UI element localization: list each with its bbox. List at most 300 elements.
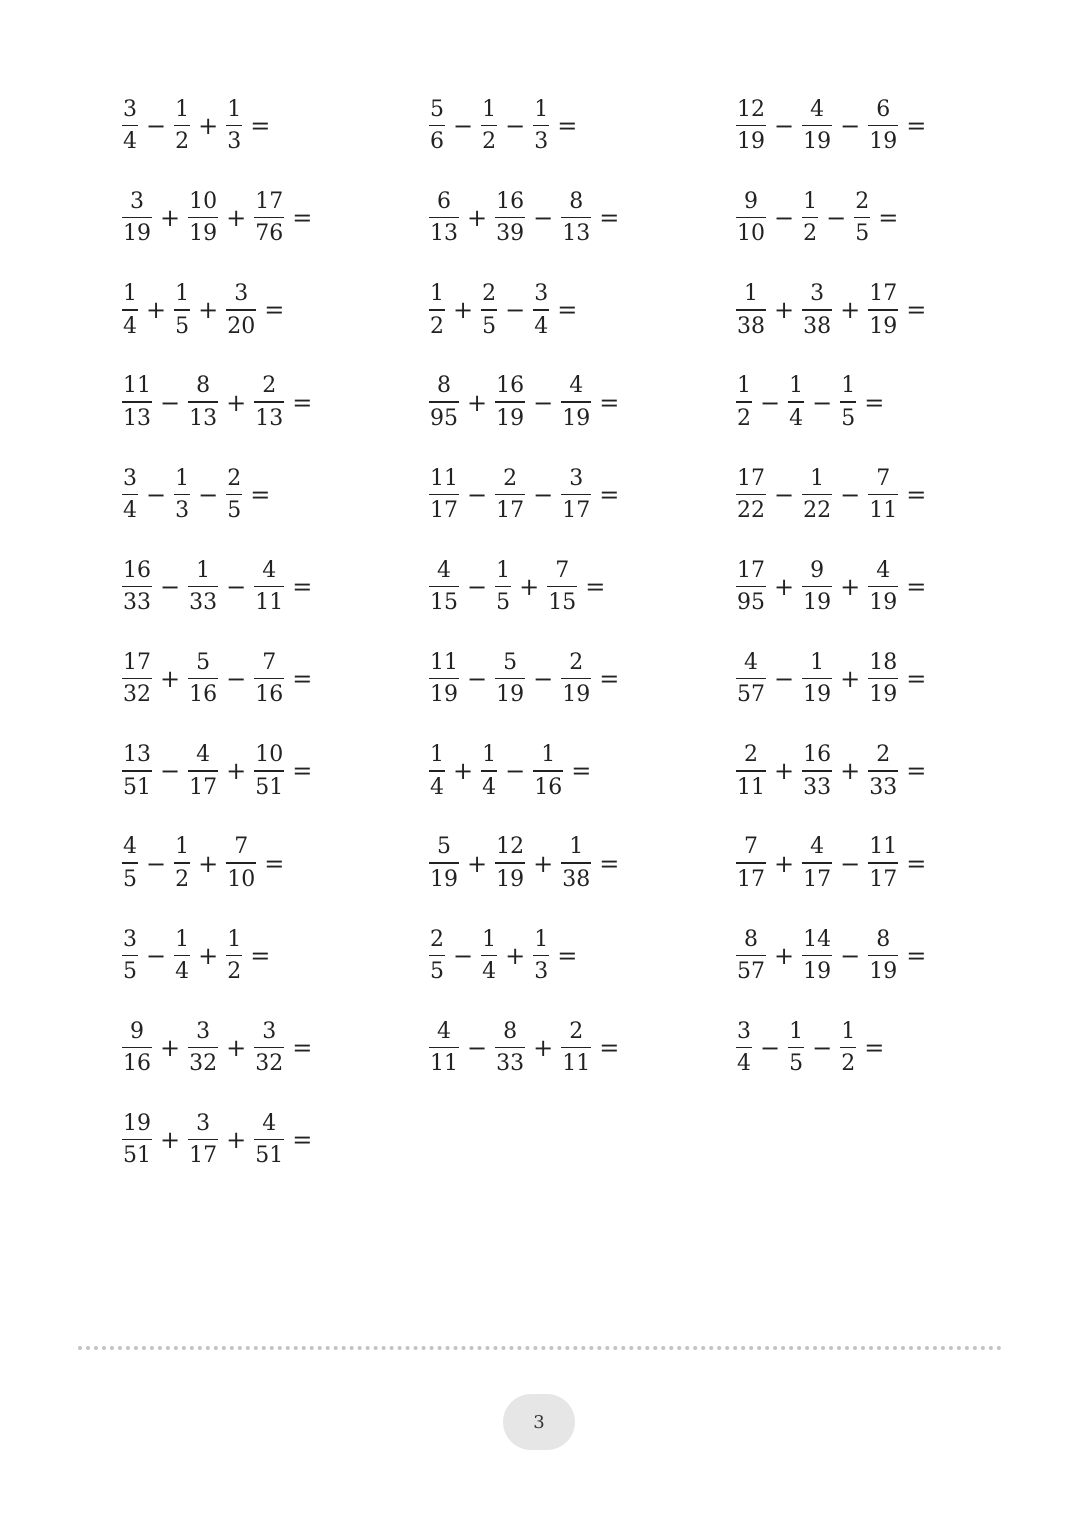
fraction-bar (429, 770, 445, 772)
denominator: 2 (227, 959, 242, 985)
fraction (254, 189, 284, 248)
operator: − (226, 573, 247, 601)
numerator: 1 (534, 926, 549, 952)
operator: + (840, 296, 861, 325)
denominator: 5 (123, 959, 137, 985)
fraction-bar (868, 586, 898, 588)
fraction-bar (226, 862, 256, 864)
denominator: 10 (227, 866, 256, 892)
problem (736, 1018, 884, 1078)
fraction (840, 373, 856, 432)
denominator: 5 (841, 405, 856, 431)
fraction-bar (495, 494, 525, 496)
fraction-bar (561, 494, 591, 496)
fraction-bar (533, 125, 549, 127)
problem (122, 280, 284, 340)
numerator: 2 (227, 465, 242, 491)
problem (736, 649, 926, 709)
fraction (122, 373, 152, 432)
denominator: 33 (803, 774, 832, 800)
fraction-bar (533, 770, 563, 772)
numerator: 1 (569, 834, 584, 860)
fraction-bar (174, 494, 190, 496)
numerator: 1 (541, 742, 556, 768)
fraction (788, 1019, 804, 1078)
denominator: 11 (869, 498, 898, 524)
fraction-bar (868, 494, 898, 496)
fraction-bar (188, 401, 218, 403)
operator: + (774, 849, 795, 878)
fraction (122, 1111, 152, 1170)
equals-sign: = (250, 112, 271, 140)
numerator: 2 (876, 742, 891, 768)
fraction-bar (429, 586, 459, 588)
fraction-bar (868, 309, 898, 311)
fraction-bar (561, 217, 591, 219)
equals-sign: = (557, 296, 578, 325)
operator: + (160, 204, 181, 233)
denominator: 22 (737, 498, 765, 524)
fraction (429, 927, 445, 986)
fraction (254, 1111, 284, 1170)
problem (429, 926, 577, 986)
numerator: 6 (437, 188, 451, 214)
operator: − (505, 112, 526, 140)
fraction-bar (174, 955, 190, 957)
fraction (429, 466, 459, 525)
numerator: 1 (196, 557, 211, 583)
denominator: 57 (737, 682, 765, 708)
numerator: 9 (130, 1018, 144, 1044)
equals-sign: = (557, 941, 578, 970)
fraction-bar (188, 1047, 218, 1049)
denominator: 51 (123, 774, 151, 800)
numerator: 4 (123, 834, 137, 860)
numerator: 7 (555, 557, 570, 583)
operator: − (505, 757, 526, 786)
fraction (495, 834, 525, 893)
numerator: 3 (123, 926, 137, 952)
fraction (122, 281, 138, 340)
fraction-bar (254, 1139, 284, 1141)
denominator: 13 (123, 405, 151, 431)
fraction (533, 742, 563, 801)
fraction (188, 558, 218, 617)
problem (736, 96, 926, 156)
problem (122, 1018, 312, 1078)
numerator: 10 (255, 742, 284, 768)
operator: + (198, 112, 219, 140)
fraction-bar (429, 955, 445, 957)
denominator: 19 (496, 405, 525, 431)
numerator: 4 (437, 1018, 451, 1044)
fraction-bar (122, 862, 138, 864)
fraction (254, 650, 284, 709)
numerator: 3 (737, 1018, 751, 1044)
numerator: 2 (430, 926, 444, 952)
numerator: 19 (123, 1110, 151, 1136)
denominator: 19 (869, 682, 898, 708)
fraction-bar (188, 217, 218, 219)
numerator: 1 (789, 1018, 804, 1044)
denominator: 17 (869, 866, 898, 892)
numerator: 4 (196, 742, 211, 768)
operator: + (840, 757, 861, 786)
numerator: 11 (869, 834, 898, 860)
fraction (226, 97, 242, 156)
fraction (561, 1019, 591, 1078)
fraction-bar (226, 955, 242, 957)
problem (429, 741, 591, 801)
numerator: 1 (496, 557, 511, 583)
numerator: 1 (744, 281, 758, 307)
numerator: 7 (234, 834, 249, 860)
operator: − (160, 757, 181, 786)
numerator: 3 (810, 281, 825, 307)
equals-sign: = (292, 757, 313, 786)
denominator: 38 (737, 313, 765, 339)
numerator: 10 (189, 188, 218, 214)
operator: + (505, 941, 526, 970)
fraction (226, 927, 242, 986)
fraction (736, 281, 766, 340)
denominator: 32 (123, 682, 151, 708)
fraction (736, 1019, 752, 1078)
denominator: 95 (737, 590, 765, 616)
denominator: 4 (430, 774, 444, 800)
denominator: 19 (562, 405, 591, 431)
numerator: 4 (876, 557, 891, 583)
fraction-bar (561, 862, 591, 864)
denominator: 17 (496, 498, 525, 524)
fraction (736, 927, 766, 986)
fraction (495, 1019, 525, 1078)
numerator: 17 (869, 281, 898, 307)
operator: + (453, 757, 474, 786)
operator: + (146, 296, 167, 325)
fraction-bar (429, 678, 459, 680)
fraction (802, 927, 832, 986)
denominator: 38 (562, 866, 591, 892)
operator: − (146, 112, 167, 140)
fraction-bar (868, 770, 898, 772)
fraction (802, 558, 832, 617)
denominator: 4 (175, 959, 190, 985)
denominator: 20 (227, 313, 256, 339)
problem (122, 465, 270, 525)
fraction (188, 373, 218, 432)
denominator: 51 (255, 1143, 284, 1169)
denominator: 33 (496, 1051, 525, 1077)
numerator: 1 (175, 834, 190, 860)
fraction (868, 281, 898, 340)
fraction-bar (840, 1047, 856, 1049)
denominator: 19 (737, 129, 765, 155)
denominator: 17 (737, 866, 765, 892)
problem (429, 188, 619, 248)
numerator: 2 (482, 281, 497, 307)
fraction (122, 742, 152, 801)
denominator: 5 (430, 959, 444, 985)
operator: + (226, 1126, 247, 1155)
numerator: 18 (869, 649, 898, 675)
denominator: 16 (123, 1051, 151, 1077)
operator: − (467, 665, 488, 694)
denominator: 51 (255, 774, 284, 800)
numerator: 1 (227, 926, 242, 952)
fraction (495, 466, 525, 525)
fraction (429, 834, 459, 893)
fraction (561, 834, 591, 893)
fraction-bar (429, 309, 445, 311)
numerator: 4 (569, 373, 584, 399)
denominator: 2 (175, 129, 190, 155)
numerator: 3 (569, 465, 584, 491)
fraction-bar (481, 125, 497, 127)
fraction-bar (429, 1047, 459, 1049)
denominator: 51 (123, 1143, 151, 1169)
fraction (188, 189, 218, 248)
fraction (840, 1019, 856, 1078)
fraction-bar (495, 217, 525, 219)
denominator: 4 (789, 405, 804, 431)
equals-sign: = (264, 296, 285, 325)
fraction-bar (122, 309, 138, 311)
fraction-bar (561, 1047, 591, 1049)
operator: + (467, 204, 488, 233)
fraction (533, 97, 549, 156)
fraction (495, 189, 525, 248)
denominator: 17 (189, 1143, 218, 1169)
numerator: 9 (810, 557, 825, 583)
fraction-bar (802, 309, 832, 311)
fraction (868, 650, 898, 709)
problem (736, 280, 926, 340)
denominator: 2 (482, 129, 497, 155)
fraction-bar (788, 1047, 804, 1049)
numerator: 1 (175, 281, 190, 307)
fraction (481, 927, 497, 986)
fraction-bar (122, 955, 138, 957)
denominator: 6 (430, 129, 444, 155)
problem (429, 649, 619, 709)
numerator: 8 (503, 1018, 518, 1044)
numerator: 6 (876, 96, 891, 122)
denominator: 16 (534, 774, 563, 800)
numerator: 2 (744, 742, 758, 768)
fraction-bar (533, 955, 549, 957)
operator: + (533, 849, 554, 878)
fraction (122, 558, 152, 617)
operator: − (812, 388, 833, 417)
fraction (429, 558, 459, 617)
numerator: 1 (841, 373, 856, 399)
operator: − (826, 204, 847, 233)
denominator: 33 (123, 590, 151, 616)
numerator: 2 (262, 373, 277, 399)
denominator: 13 (562, 221, 591, 247)
fraction (226, 834, 256, 893)
fraction (481, 281, 497, 340)
fraction (429, 1019, 459, 1078)
fraction-bar (495, 678, 525, 680)
fraction (533, 281, 549, 340)
numerator: 17 (737, 557, 765, 583)
denominator: 2 (841, 1051, 856, 1077)
denominator: 13 (255, 405, 284, 431)
operator: + (774, 757, 795, 786)
operator: + (774, 573, 795, 601)
fraction-bar (481, 309, 497, 311)
fraction (481, 97, 497, 156)
operator: + (198, 849, 219, 878)
operator: + (198, 296, 219, 325)
fraction-bar (429, 494, 459, 496)
denominator: 2 (803, 221, 818, 247)
operator: + (198, 941, 219, 970)
fraction-bar (802, 494, 832, 496)
fraction-bar (495, 862, 525, 864)
operator: + (774, 296, 795, 325)
equals-sign: = (292, 665, 313, 694)
numerator: 3 (130, 188, 144, 214)
fraction-bar (736, 401, 752, 403)
denominator: 57 (737, 959, 765, 985)
fraction-bar (736, 678, 766, 680)
dotted-divider (78, 1346, 1002, 1350)
denominator: 15 (430, 590, 458, 616)
operator: + (226, 204, 247, 233)
numerator: 1 (737, 373, 751, 399)
numerator: 3 (534, 281, 549, 307)
numerator: 13 (123, 742, 151, 768)
fraction-bar (868, 955, 898, 957)
problem (122, 926, 270, 986)
numerator: 8 (196, 373, 211, 399)
operator: + (519, 573, 540, 601)
fraction-bar (561, 678, 591, 680)
problem (122, 1110, 312, 1170)
denominator: 19 (803, 682, 832, 708)
numerator: 4 (744, 649, 758, 675)
numerator: 1 (430, 281, 444, 307)
fraction (495, 373, 525, 432)
operator: − (467, 480, 488, 509)
operator: − (160, 388, 181, 417)
fraction (254, 373, 284, 432)
operator: + (453, 296, 474, 325)
numerator: 1 (789, 373, 804, 399)
fraction-bar (254, 401, 284, 403)
denominator: 5 (789, 1051, 804, 1077)
numerator: 1 (123, 281, 137, 307)
fraction (188, 650, 218, 709)
numerator: 4 (262, 557, 277, 583)
fraction-bar (561, 401, 591, 403)
operator: − (774, 112, 795, 140)
denominator: 22 (803, 498, 832, 524)
denominator: 19 (803, 129, 832, 155)
fraction-bar (122, 770, 152, 772)
problem (429, 557, 605, 617)
operator: − (146, 480, 167, 509)
fraction (429, 373, 459, 432)
operator: − (760, 388, 781, 417)
fraction-bar (254, 1047, 284, 1049)
fraction-bar (481, 955, 497, 957)
fraction (122, 650, 152, 709)
denominator: 17 (562, 498, 591, 524)
fraction-bar (122, 1047, 152, 1049)
problem (122, 741, 312, 801)
numerator: 11 (430, 465, 458, 491)
fraction (495, 650, 525, 709)
denominator: 33 (869, 774, 898, 800)
equals-sign: = (864, 388, 885, 417)
fraction-bar (802, 125, 832, 127)
fraction (736, 742, 766, 801)
operator: − (774, 480, 795, 509)
fraction (481, 742, 497, 801)
equals-sign: = (264, 849, 285, 878)
fraction (122, 189, 152, 248)
problem (429, 96, 577, 156)
problem (122, 557, 312, 617)
numerator: 8 (744, 926, 758, 952)
fraction (868, 927, 898, 986)
operator: + (226, 1034, 247, 1062)
fraction-bar (802, 955, 832, 957)
operator: − (840, 112, 861, 140)
operator: − (840, 849, 861, 878)
fraction (854, 189, 870, 248)
denominator: 3 (534, 959, 549, 985)
operator: − (146, 941, 167, 970)
problem (122, 649, 312, 709)
denominator: 19 (803, 590, 832, 616)
numerator: 2 (569, 1018, 584, 1044)
denominator: 11 (562, 1051, 591, 1077)
denominator: 11 (430, 1051, 458, 1077)
fraction-bar (495, 1047, 525, 1049)
denominator: 3 (227, 129, 242, 155)
fraction-bar (254, 586, 284, 588)
fraction-bar (802, 862, 832, 864)
fraction-bar (122, 586, 152, 588)
denominator: 4 (534, 313, 549, 339)
operator: − (533, 665, 554, 694)
denominator: 19 (430, 682, 458, 708)
equals-sign: = (557, 112, 578, 140)
fraction-bar (802, 770, 832, 772)
operator: − (160, 573, 181, 601)
fraction (736, 650, 766, 709)
numerator: 1 (482, 926, 497, 952)
fraction (122, 834, 138, 893)
numerator: 5 (503, 649, 518, 675)
equals-sign: = (906, 112, 927, 140)
problem (736, 373, 884, 433)
operator: + (533, 1034, 554, 1062)
numerator: 4 (437, 557, 451, 583)
denominator: 76 (255, 221, 284, 247)
equals-sign: = (906, 941, 927, 970)
fraction-bar (736, 309, 766, 311)
operator: + (226, 757, 247, 786)
fraction (122, 927, 138, 986)
operator: + (160, 1126, 181, 1155)
equals-sign: = (292, 1034, 313, 1062)
